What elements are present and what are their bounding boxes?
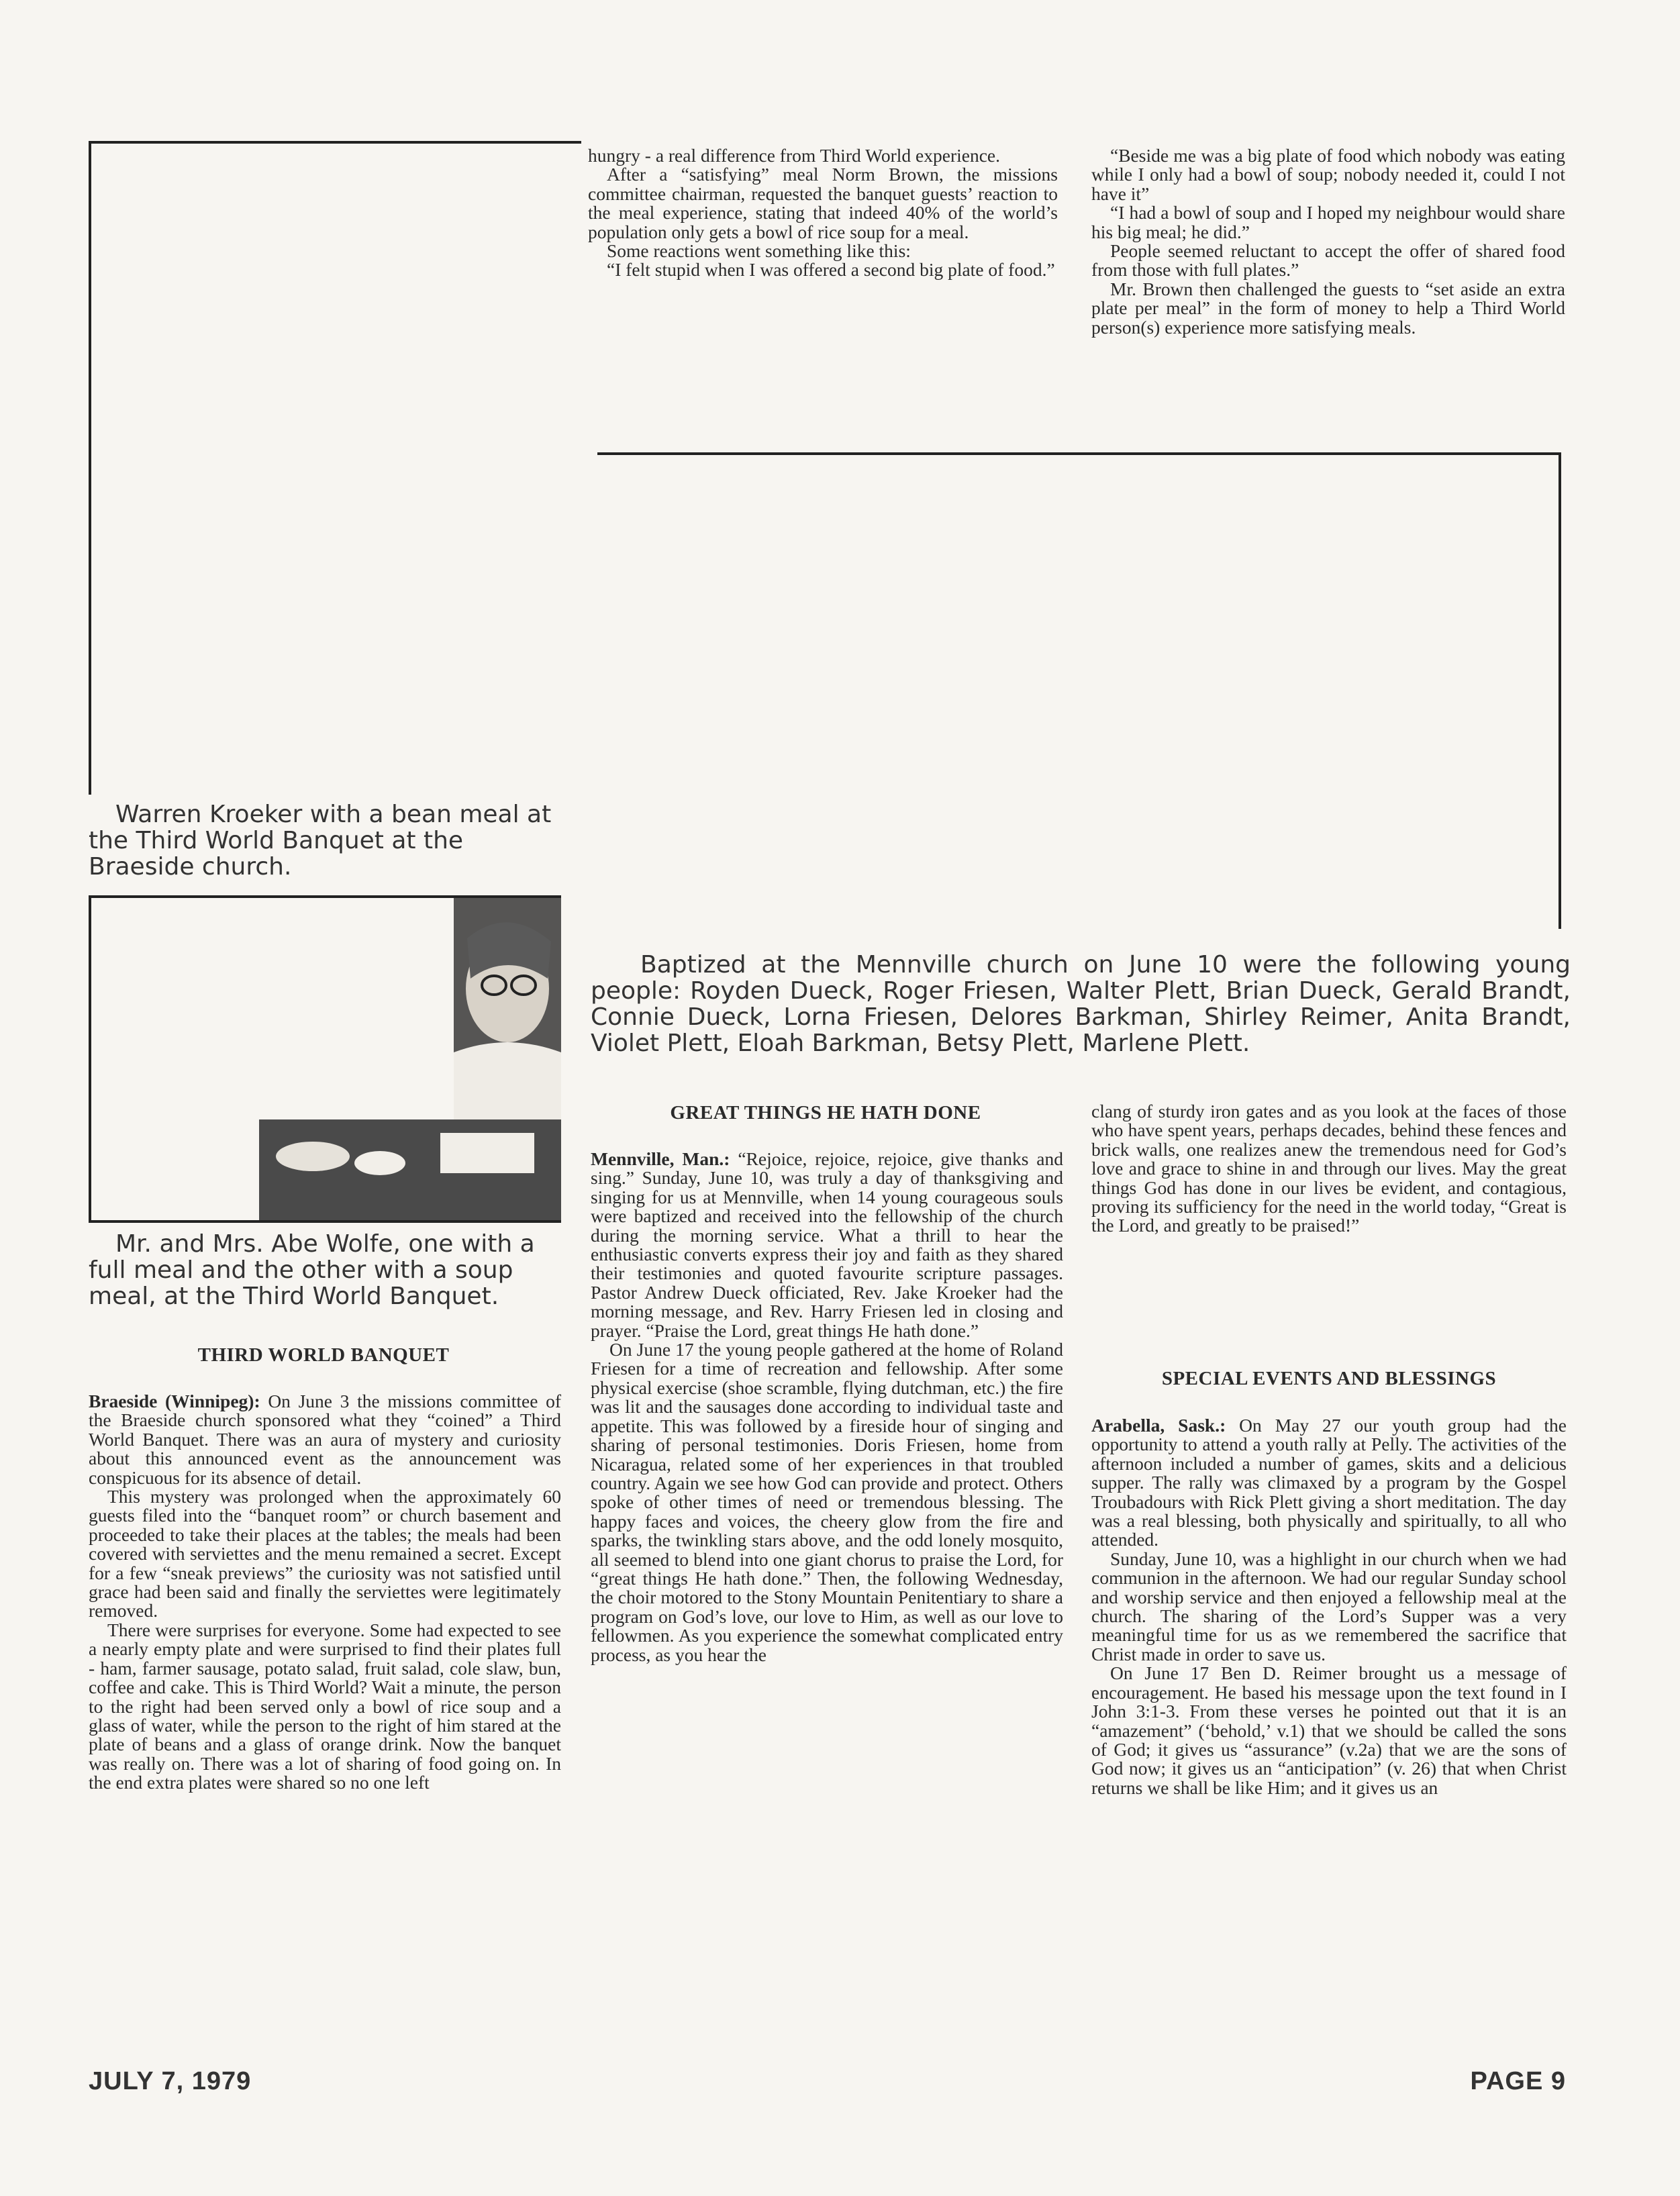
caption-kroeker: Warren Kroeker with a bean meal at the Third World Banquet at the Braeside church. — [89, 801, 552, 881]
photo-kroeker — [89, 141, 581, 795]
heading-special-events: SPECIAL EVENTS AND BLESSINGS — [1161, 1368, 1497, 1389]
paragraph — [591, 1150, 1063, 1340]
paragraph — [89, 1392, 561, 1487]
paragraph: On June 17 the young people gathered at the home of Roland Friesen for a time of recreation and fellowship. After some physical exercise (shoe scramble, flying dutchman, etc.) the fire was lit and the sausages done according to individual taste and appetite. This was followed by a fireside hour of singing and sharing of personal testimonies. Doris Friesen, home from Nicaragua, related some of her experiences in that troubled country. Again we see how God can provide and protect. Others spoke of other times of need or tremendous blessing. The happy faces and voices, the cheery glow from the fire and sparks, the twinkling stars above, and the odd lonely mosquito, all seemed to blend into one giant chorus to praise the Lord, for “great things He hath done.” Then, the following Wednesday, the choir motored to the Stony Mountain Penitentiary to share a program on God’s love, our love to Him, as well as our love to fellowmen. As you experience the somewhat complicated entry process, as you hear the — [591, 1339, 1063, 1665]
column-top-middle — [588, 146, 1058, 280]
paragraph: “I felt stupid when I was offered a second big plate of food.” — [607, 259, 1055, 281]
footer-date: JULY 7, 1979 — [89, 2067, 252, 2095]
wolfe-photo-image — [91, 898, 561, 1220]
column-top-right — [1091, 146, 1565, 337]
paragraph-text: On May 27 our youth group had the opportunity to attend a youth rally at Pelly. The activities of the afternoon included a number of games, skits and a delicious supper. The rally was climaxed by a program by the Gospel Troubadours with Rick Plett giving a short meditation. The day was a real blessing, both physically and spiritually, to all who attended. — [1091, 1415, 1567, 1550]
column-right-continued — [1091, 1102, 1567, 1236]
paragraph — [1091, 1416, 1567, 1550]
heading-third-world-banquet: THIRD WORLD BANQUET — [197, 1344, 450, 1366]
photo-baptized — [597, 452, 1561, 929]
place-name: Arabella, Sask.: — [1091, 1415, 1226, 1436]
caption-baptized: Baptized at the Mennville church on June 10 were the following young people: Royden Dueck, Roger Friesen, Walter Plett, Brian Dueck, Gerald Brandt, Connie Dueck, Lorna Friesen, Delores Barkman, Shirley Reimer, Anita Brandt, Violet Plett, Eloah Barkman, Betsy Plett, Marlene Plett. — [591, 951, 1571, 1057]
paragraph: After a “satisfying” meal Norm Brown, the missions committee chairman, requested the banquet guests’ reaction to the meal experience, stating that indeed 40% of the world’s population only gets a bowl of rice soup for a meal. — [588, 164, 1058, 242]
column-special-events — [1091, 1416, 1567, 1797]
paragraph: Sunday, June 10, was a highlight in our church when we had communion in the afternoon. We had our regular Sunday school and worship service and then enjoyed a fellowship meal at the church. The sharing of the Lord’s Supper was a very meaningful time for us as we remembered the sacrifice that Christ made in order to save us. — [1091, 1548, 1567, 1664]
paragraph: Some reactions went something like this: — [607, 240, 911, 262]
paragraph: People seemed reluctant to accept the offer of shared food from those with full plates.” — [1091, 240, 1565, 281]
photo-wolfe — [89, 895, 561, 1223]
paragraph: hungry - a real difference from Third World experience. — [588, 145, 1000, 166]
place-name: Braeside (Winnipeg): — [89, 1391, 260, 1411]
footer-page-number: PAGE 9 — [1470, 2067, 1566, 2095]
column-great-things — [591, 1150, 1063, 1664]
paragraph: “I had a bowl of soup and I hoped my neighbour would share his big meal; he did.” — [1091, 202, 1565, 242]
paragraph-text: “Rejoice, rejoice, rejoice, give thanks and sing.” Sunday, June 10, was truly a day of thanksgiving and singing for us at Mennville, when 14 young courageous souls were baptized and received into the fellowship of the church during the morning service. What a thrill to hear the enthusiastic converts express their joy and faith as they shared their testimonies and quoted favourite scripture passages. Pastor Andrew Dueck officiated, Rev. Jake Kroeker had the morning message, and Rev. Harry Friesen led in closing and prayer. “Praise the Lord, great things He hath done.” — [591, 1148, 1063, 1341]
paragraph: “Beside me was a big plate of food which nobody was eating while I only had a bowl of soup; nobody needed it, could I not have it” — [1091, 145, 1565, 204]
paragraph: clang of sturdy iron gates and as you look at the faces of those who have spent years, perhaps decades, behind these fences and brick walls, one realizes anew the tremendous need for God’s love and grace to shine in and through our lives. May the great things God has done in our lives be evident, and contagious, proving its sufficiency for the need in the world today, “Great is the Lord, and greatly to be praised!” — [1091, 1101, 1567, 1236]
place-name: Mennville, Man.: — [591, 1148, 730, 1169]
paragraph: On June 17 Ben D. Reimer brought us a message of encouragement. He based his message upon the text found in I John 3:1-3. From these verses he pointed out that it is an “amazement” (‘behold,’ v.1) that we should be called the sons of God; it gives us “assurance” (v.2a) that we are the sons of God now; it gives us an “anticipation” (v. 26) that when Christ returns we shall be like Him; and it gives us an — [1091, 1662, 1567, 1798]
paragraph-text: On June 3 the missions committee of the Braeside church sponsored what they “coined” a Third World Banquet. There was an aura of mystery and curiosity about this announced event as the announcement was conspicuous for its absence of detail. — [89, 1391, 561, 1488]
heading-great-things: GREAT THINGS HE HATH DONE — [670, 1102, 981, 1124]
paragraph: Mr. Brown then challenged the guests to “set aside an extra plate per meal” in the form of money to help a Third World person(s) experience more satisfying meals. — [1091, 278, 1565, 338]
paragraph: There were surprises for everyone. Some had expected to see a nearly empty plate and were surprised to find their plates full - ham, farmer sausage, potato salad, fruit salad, cole slaw, bun, coffee and cake. This is Third World? Wait a minute, the person to the right had been served only a bowl of rice soup and a glass of water, while the person to the right of him stared at the plate of beans and a glass of orange drink. Now the banquet was really on. There was a lot of sharing of food going on. In the end extra plates were shared so no one left — [89, 1619, 561, 1793]
caption-wolfe: Mr. and Mrs. Abe Wolfe, one with a full meal and the other with a soup meal, at the Third World Banquet. — [89, 1230, 535, 1310]
column-third-world — [89, 1392, 561, 1793]
paragraph: This mystery was prolonged when the approximately 60 guests filed into the “banquet room” or church basement and proceeded to take their places at the tables; the meals had been covered with serviettes and the menu remained a secret. Except for a few “sneak previews” the curiosity was not satisfied until grace had been said and finally the serviettes were legitimately removed. — [89, 1486, 561, 1621]
